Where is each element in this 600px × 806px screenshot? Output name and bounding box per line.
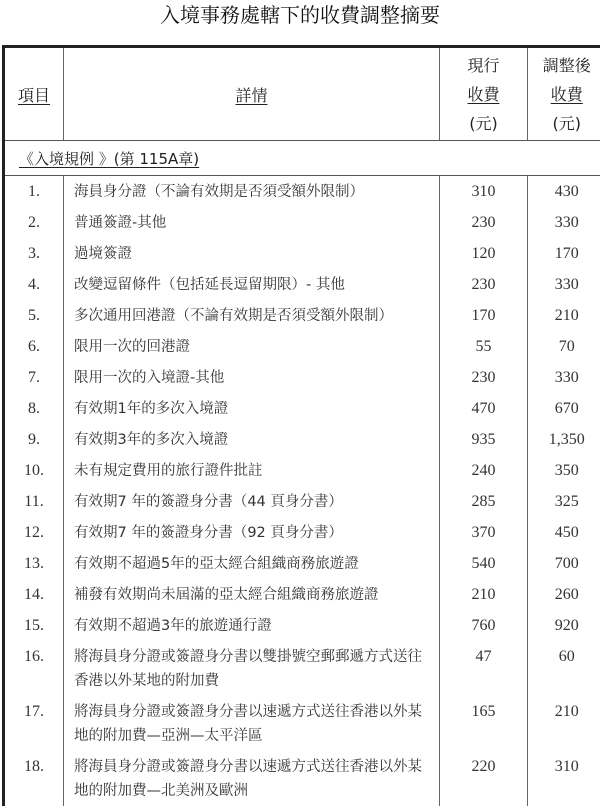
row-current-fee: 760 <box>440 610 528 641</box>
row-detail: 普通簽證-其他 <box>64 207 440 238</box>
table-row <box>4 207 600 238</box>
header-adjusted-fee-line3: (元) <box>528 109 600 138</box>
row-current-fee: 170 <box>440 300 528 331</box>
row-adjusted-fee: 260 <box>528 579 600 610</box>
row-detail: 多次通用回港證（不論有效期是否須受額外限制） <box>64 300 440 331</box>
table-row <box>4 393 600 424</box>
table-row <box>4 455 600 486</box>
document-title: 入境事務處轄下的收費調整摘要 <box>0 2 600 28</box>
table-row <box>4 696 600 751</box>
row-detail: 有效期1年的多次入境證 <box>64 393 440 424</box>
row-detail: 有效期不超過3年的旅遊通行證 <box>64 610 440 641</box>
row-current-fee: 540 <box>440 548 528 579</box>
table-row <box>4 579 600 610</box>
section-heading <box>4 141 600 176</box>
section-row <box>4 141 600 176</box>
row-number: 16. <box>4 641 64 696</box>
table-row <box>4 610 600 641</box>
row-number: 15. <box>4 610 64 641</box>
table-row <box>4 362 600 393</box>
row-number: 12. <box>4 517 64 548</box>
row-current-fee: 120 <box>440 238 528 269</box>
row-detail: 有效期3年的多次入境證 <box>64 424 440 455</box>
row-adjusted-fee: 170 <box>528 238 600 269</box>
header-item-label: 項目 <box>18 86 50 105</box>
row-adjusted-fee: 700 <box>528 548 600 579</box>
row-detail: 限用一次的入境證-其他 <box>64 362 440 393</box>
row-detail: 有效期7 年的簽證身分書（44 頁身分書） <box>64 486 440 517</box>
table-row <box>4 331 600 362</box>
table-row <box>4 424 600 455</box>
section-heading-label: 《入境規例 》(第 115A章) <box>19 150 199 168</box>
row-current-fee: 310 <box>440 176 528 208</box>
row-current-fee: 240 <box>440 455 528 486</box>
table-row <box>4 176 600 208</box>
row-number: 6. <box>4 331 64 362</box>
row-detail: 改變逗留條件（包括延長逗留期限）- 其他 <box>64 269 440 300</box>
row-adjusted-fee: 210 <box>528 300 600 331</box>
table-row <box>4 517 600 548</box>
row-number: 7. <box>4 362 64 393</box>
row-current-fee: 935 <box>440 424 528 455</box>
row-detail: 有效期7 年的簽證身分書（92 頁身分書） <box>64 517 440 548</box>
row-number: 2. <box>4 207 64 238</box>
row-number: 5. <box>4 300 64 331</box>
header-item <box>4 47 64 141</box>
row-current-fee: 230 <box>440 269 528 300</box>
row-adjusted-fee: 670 <box>528 393 600 424</box>
row-current-fee: 47 <box>440 641 528 696</box>
row-number: 3. <box>4 238 64 269</box>
header-current-fee-line3: (元) <box>440 109 527 138</box>
header-current-fee-line1: 現行 <box>440 51 527 80</box>
row-detail: 限用一次的回港證 <box>64 331 440 362</box>
row-adjusted-fee: 325 <box>528 486 600 517</box>
table-row <box>4 238 600 269</box>
table-row <box>4 548 600 579</box>
row-detail: 過境簽證 <box>64 238 440 269</box>
row-adjusted-fee: 330 <box>528 207 600 238</box>
table-row <box>4 269 600 300</box>
row-adjusted-fee: 1,350 <box>528 424 600 455</box>
row-current-fee: 210 <box>440 579 528 610</box>
row-adjusted-fee: 330 <box>528 269 600 300</box>
row-adjusted-fee: 920 <box>528 610 600 641</box>
row-current-fee: 470 <box>440 393 528 424</box>
row-adjusted-fee: 60 <box>528 641 600 696</box>
row-adjusted-fee: 70 <box>528 331 600 362</box>
row-current-fee: 230 <box>440 362 528 393</box>
header-adjusted-fee-line2: 收費 <box>551 85 583 104</box>
row-adjusted-fee: 450 <box>528 517 600 548</box>
row-number: 18. <box>4 751 64 806</box>
table-row <box>4 751 600 806</box>
table-header <box>4 47 600 141</box>
row-current-fee: 165 <box>440 696 528 751</box>
row-current-fee: 230 <box>440 207 528 238</box>
row-number: 10. <box>4 455 64 486</box>
row-detail: 有效期不超過5年的亞太經合組織商務旅遊證 <box>64 548 440 579</box>
row-detail: 補發有效期尚未屆滿的亞太經合組織商務旅遊證 <box>64 579 440 610</box>
header-detail-label: 詳情 <box>235 86 267 105</box>
row-number: 9. <box>4 424 64 455</box>
row-detail: 將海員身分證或簽證身分書以速遞方式送往香港以外某地的附加費—亞洲—太平洋區 <box>64 696 440 751</box>
row-detail: 將海員身分證或簽證身分書以速遞方式送往香港以外某地的附加費—北美洲及歐洲 <box>64 751 440 806</box>
fee-adjustment-table <box>2 45 600 806</box>
header-current-fee-line2: 收費 <box>467 85 499 104</box>
row-current-fee: 370 <box>440 517 528 548</box>
table-row <box>4 486 600 517</box>
header-adjusted-fee-line1: 調整後 <box>528 51 600 80</box>
table-body <box>4 141 600 806</box>
row-current-fee: 285 <box>440 486 528 517</box>
row-number: 13. <box>4 548 64 579</box>
row-detail: 將海員身分證或簽證身分書以雙掛號空郵郵遞方式送往香港以外某地的附加費 <box>64 641 440 696</box>
row-adjusted-fee: 430 <box>528 176 600 208</box>
row-number: 14. <box>4 579 64 610</box>
fee-table-container <box>2 45 600 806</box>
row-number: 17. <box>4 696 64 751</box>
row-adjusted-fee: 210 <box>528 696 600 751</box>
table-row <box>4 641 600 696</box>
header-detail <box>64 47 440 141</box>
row-number: 4. <box>4 269 64 300</box>
row-detail: 未有規定費用的旅行證件批註 <box>64 455 440 486</box>
row-adjusted-fee: 330 <box>528 362 600 393</box>
table-row <box>4 300 600 331</box>
row-number: 11. <box>4 486 64 517</box>
row-number: 8. <box>4 393 64 424</box>
row-detail: 海員身分證（不論有效期是否須受額外限制） <box>64 176 440 208</box>
row-adjusted-fee: 310 <box>528 751 600 806</box>
header-current-fee <box>440 47 528 141</box>
row-number: 1. <box>4 176 64 208</box>
header-adjusted-fee <box>528 47 600 141</box>
row-adjusted-fee: 350 <box>528 455 600 486</box>
row-current-fee: 220 <box>440 751 528 806</box>
row-current-fee: 55 <box>440 331 528 362</box>
